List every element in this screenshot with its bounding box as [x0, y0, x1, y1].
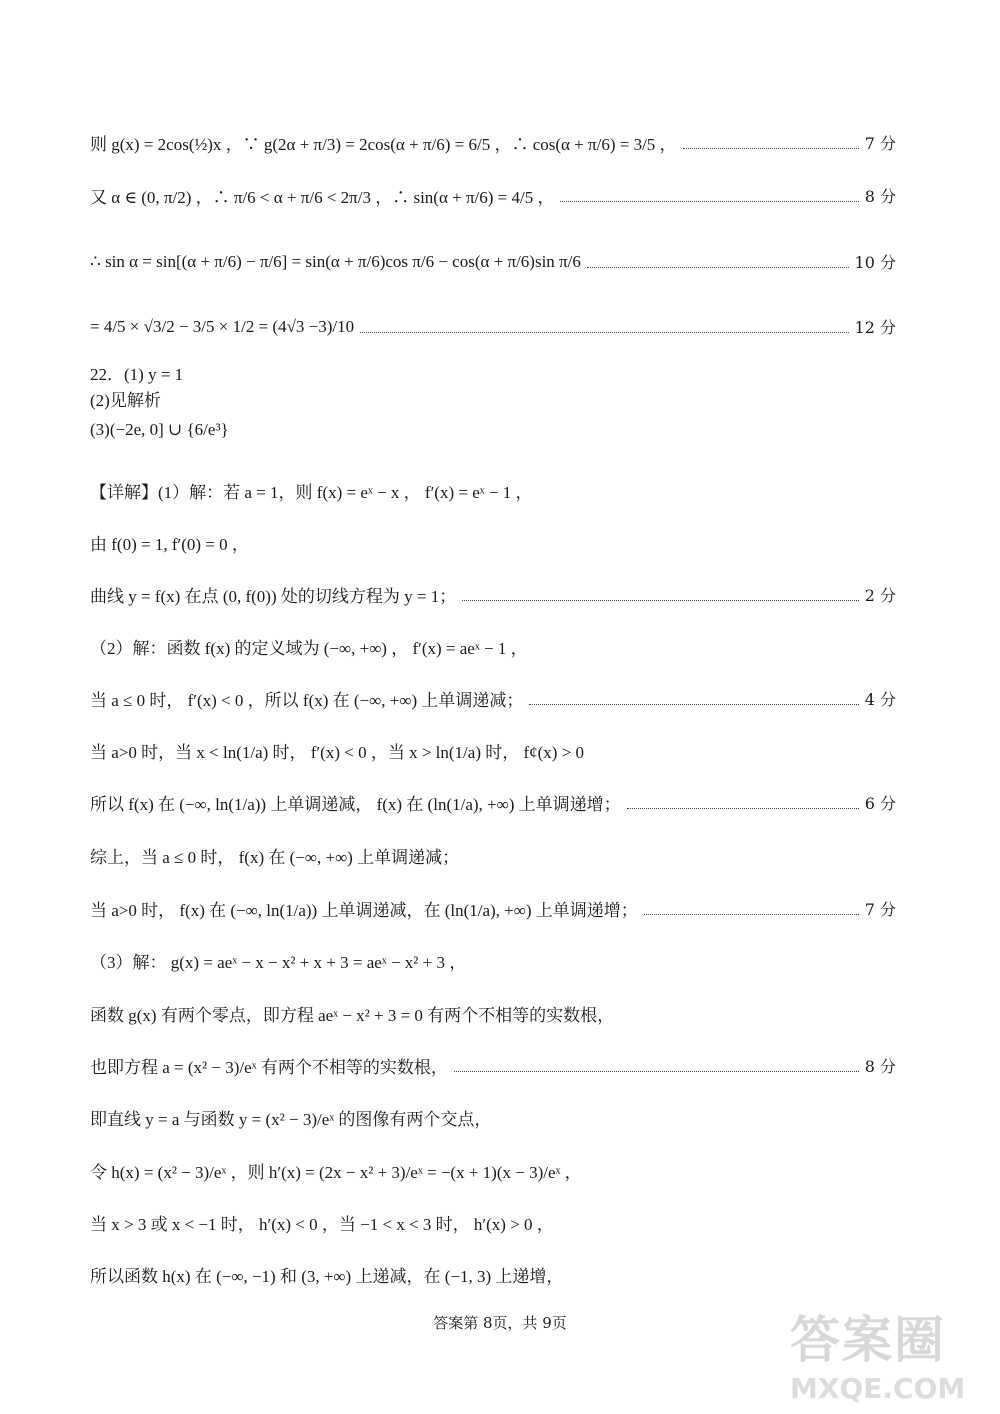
dot-leader: [454, 1070, 859, 1072]
solution-text: （3）解： g(x) = aeˣ − x − x² + x + 3 = aeˣ − x² + 3 ，: [90, 953, 467, 972]
solution-line: [90, 790, 896, 815]
score-points: 10 分: [854, 253, 896, 272]
score-points: 12 分: [854, 318, 896, 337]
score-points: 7 分: [864, 134, 896, 153]
score-points: 7 分: [864, 900, 896, 919]
solution-line: [90, 360, 896, 385]
solution-line: [90, 478, 896, 503]
solution-text: 即直线 y = a 与函数 y = (x² − 3)/eˣ 的图像有两个交点，: [90, 1110, 492, 1129]
solution-text: （2）解：函数 f(x) 的定义域为 (−∞, +∞) ， f′(x) = aeˣ − 1 ，: [90, 639, 528, 658]
solution-line: [90, 843, 896, 868]
dot-leader: [560, 200, 858, 202]
dot-leader: [587, 266, 849, 268]
dot-leader: [360, 331, 848, 333]
score-points: 4 分: [864, 690, 896, 709]
solution-line: [90, 250, 896, 273]
solution-line: [90, 634, 896, 659]
dot-leader: [627, 807, 859, 809]
score-points: 8 分: [864, 1057, 896, 1076]
solution-text: 函数 g(x) 有两个零点，即方程 aeˣ − x² + 3 = 0 有两个不相等的实数根，: [90, 1006, 615, 1025]
solution-text: 则 g(x) = 2cos(½)x ，∵ g(2α + π/3) = 2cos(α + π/6) = 6/5 ，∴ cos(α + π/6) = 3/5 ，: [90, 135, 677, 154]
solution-line: [90, 738, 896, 763]
solution-text: 曲线 y = f(x) 在点 (0, f(0)) 处的切线方程为 y = 1；: [90, 587, 457, 606]
solution-line: [90, 1210, 896, 1235]
dot-leader: [462, 599, 859, 601]
solution-text: 当 a ≤ 0 时， f′(x) < 0 ，所以 f(x) 在 (−∞, +∞) 上单调递减；: [90, 691, 524, 710]
solution-text: 所以函数 h(x) 在 (−∞, −1) 和 (3, +∞) 上递减，在 (−1, 3) 上递增，: [90, 1267, 564, 1286]
solution-text: = 4/5 × √3/2 − 3/5 × 1/2 = (4√3 −3)/10: [90, 316, 355, 336]
solution-text: 当 x > 3 或 x < −1 时， h′(x) < 0 ，当 −1 < x < 3 时， h′(x) > 0 ，: [90, 1215, 554, 1234]
solution-line: [90, 896, 896, 921]
score-points: 8 分: [864, 187, 896, 206]
solution-line: [90, 183, 896, 208]
watermark-text: 答案圈: [790, 1311, 946, 1369]
solution-text: 又 α ∈ (0, π/2) ，∴ π/6 < α + π/6 < 2π/3 ，∴ sin(α + π/6) = 4/5 ，: [90, 188, 555, 207]
solution-text: 也即方程 a = (x² − 3)/eˣ 有两个不相等的实数根，: [90, 1058, 448, 1077]
dot-leader: [644, 913, 859, 915]
solution-text: 所以 f(x) 在 (−∞, ln(1/a)) 上单调递减， f(x) 在 (ln(1/a), +∞) 上单调递增；: [90, 795, 621, 814]
solution-line: [90, 1262, 896, 1287]
dot-leader: [529, 703, 858, 705]
solution-line: [90, 686, 896, 711]
page-footer: 答案第 8页，共 9页: [433, 1314, 567, 1332]
score-points: 2 分: [864, 586, 896, 605]
solution-line: [90, 386, 896, 411]
solution-text: 当 a>0 时，当 x < ln(1/a) 时， f′(x) < 0 ，当 x > ln(1/a) 时， f¢(x) > 0: [90, 743, 585, 762]
solution-text: 22．(1) y = 1: [90, 365, 184, 384]
solution-line: [90, 1158, 896, 1183]
solution-line: [90, 582, 896, 607]
solution-text: (2)见解析: [90, 391, 161, 410]
solution-line: [90, 1001, 896, 1026]
solution-line: [90, 530, 896, 555]
solution-line: [90, 948, 896, 973]
solution-text: ∴ sin α = sin[(α + π/6) − π/6] = sin(α + π/6)cos π/6 − cos(α + π/6)sin π/6: [90, 251, 581, 271]
watermark-logo: [790, 1300, 980, 1410]
solution-text: 由 f(0) = 1, f′(0) = 0 ，: [90, 535, 249, 554]
solution-text: (3)(−2e, 0] ∪ {6/e³}: [90, 420, 229, 439]
dot-leader: [683, 147, 859, 149]
solution-text: 当 a>0 时， f(x) 在 (−∞, ln(1/a)) 上单调递减，在 (ln(1/a), +∞) 上单调递增；: [90, 901, 638, 920]
solution-line: [90, 1053, 896, 1078]
solution-text: 综上，当 a ≤ 0 时， f(x) 在 (−∞, +∞) 上单调递减；: [90, 848, 460, 867]
solution-line: [90, 420, 896, 440]
score-points: 6 分: [864, 794, 896, 813]
solution-line: [90, 1105, 896, 1130]
solution-text: 令 h(x) = (x² − 3)/eˣ ，则 h′(x) = (2x − x² + 3)/eˣ = −(x + 1)(x − 3)/eˣ ，: [90, 1163, 582, 1182]
watermark-url: MXQE.COM: [790, 1372, 966, 1405]
solution-line: [90, 315, 896, 338]
solution-text: 【详解】(1）解：若 a = 1，则 f(x) = eˣ − x ， f′(x) = eˣ − 1 ，: [90, 483, 533, 502]
solution-line: [90, 130, 896, 155]
